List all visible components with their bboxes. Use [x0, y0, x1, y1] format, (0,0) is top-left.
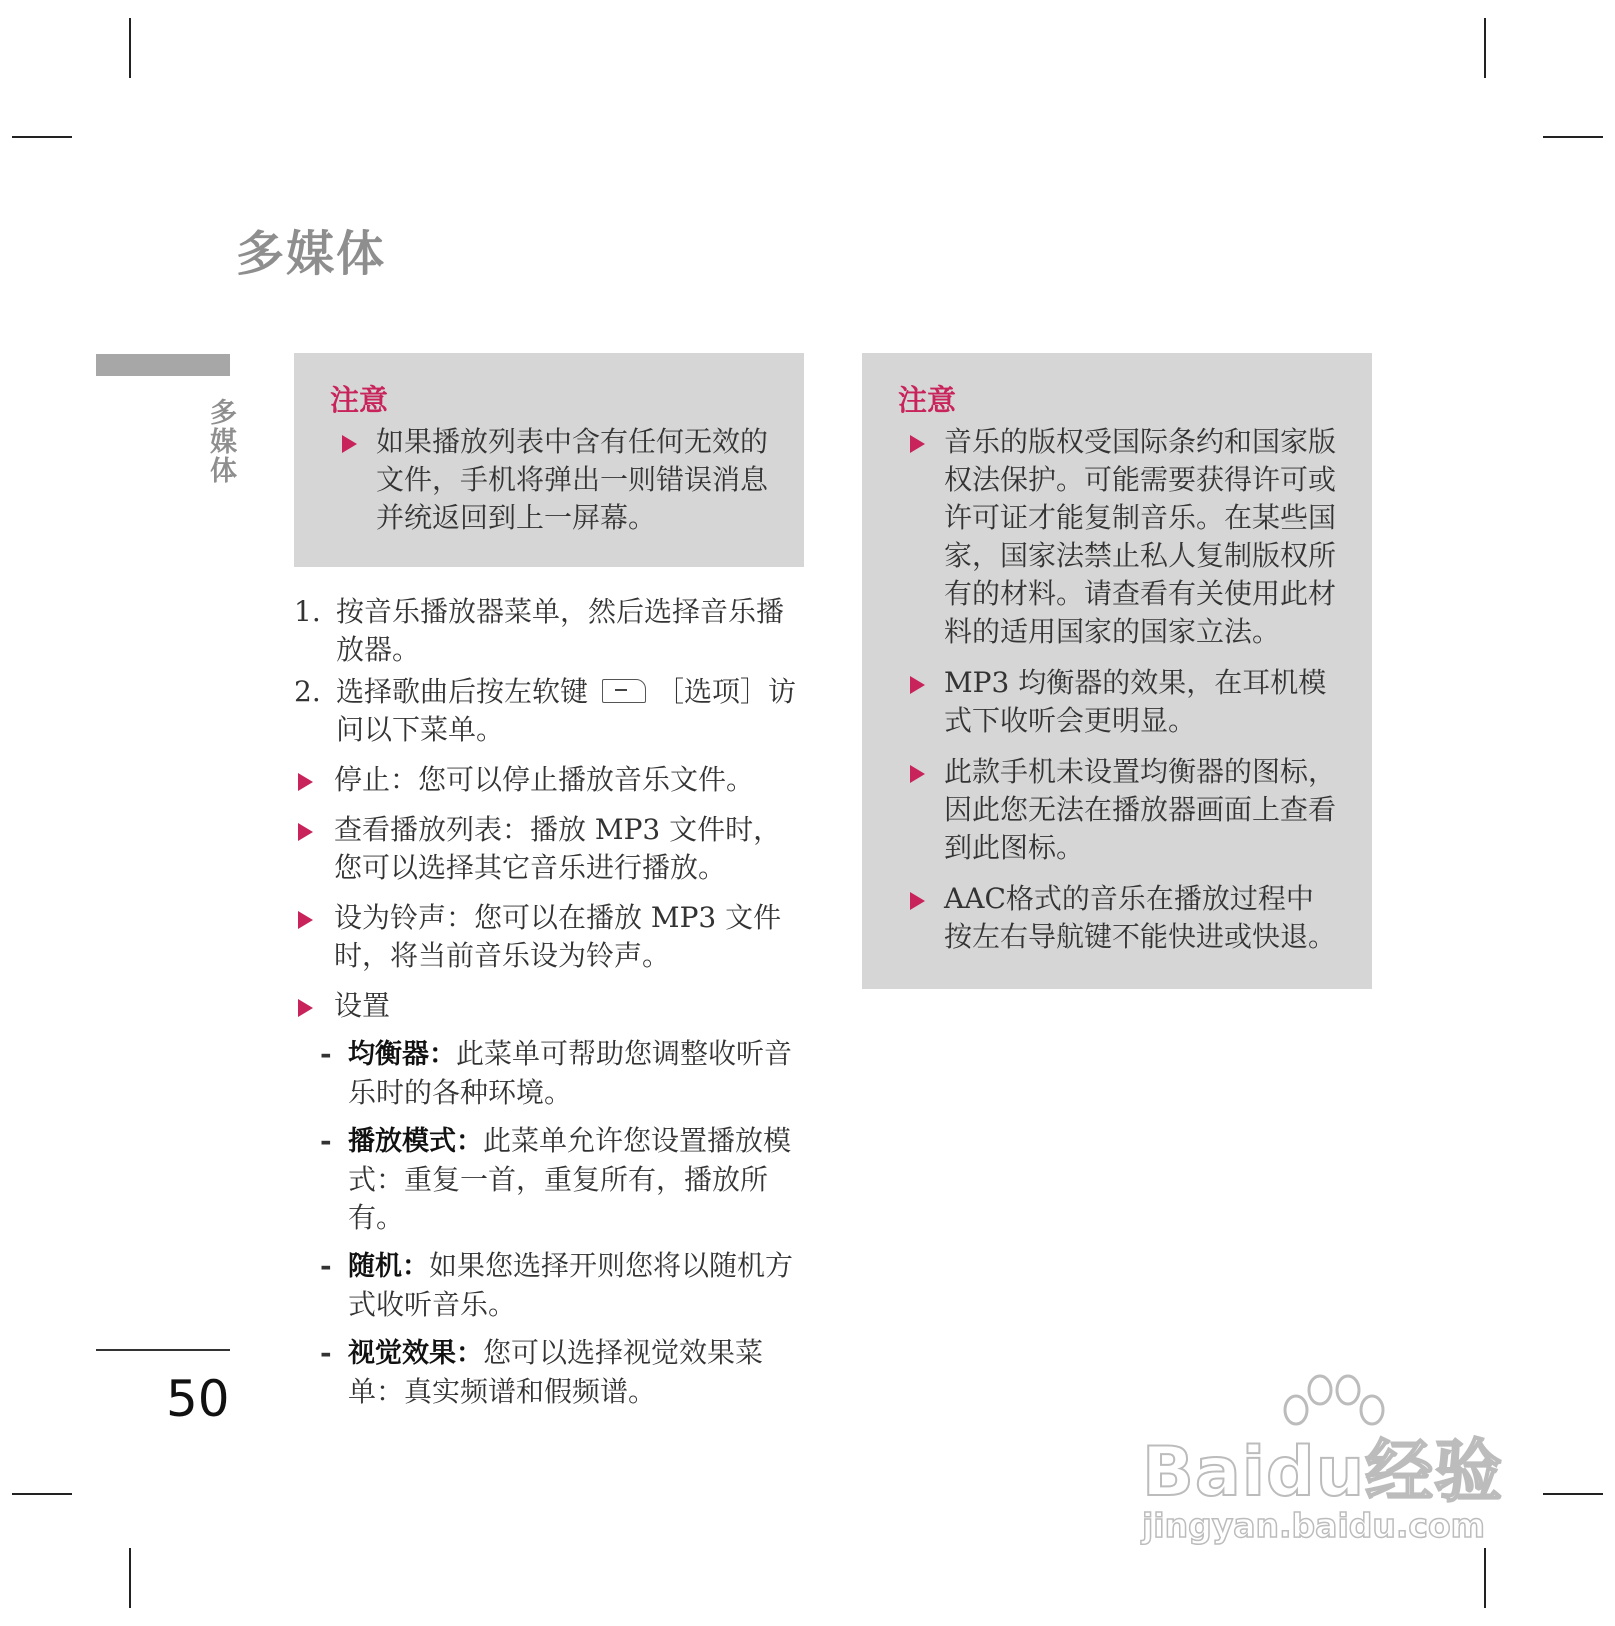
watermark-url: jingyan.baidu.com — [1142, 1506, 1486, 1545]
step-text: ［选项］访问以下菜单。 — [336, 675, 797, 746]
step-number: 1. — [294, 595, 321, 628]
side-tab-bar — [96, 354, 230, 376]
crop-mark — [1484, 18, 1486, 78]
note-bullet — [898, 753, 1336, 867]
dash-marker: - — [320, 1336, 332, 1369]
baidu-watermark — [1142, 1378, 1522, 1578]
note-title: 注意 — [330, 383, 389, 417]
dash-marker: - — [320, 1249, 332, 1282]
crop-mark — [129, 1548, 131, 1608]
feature-bullet — [294, 811, 798, 887]
step-number: 2. — [294, 675, 321, 708]
watermark-text: Baidu经验 — [1142, 1433, 1504, 1512]
step-text: 按音乐播放器菜单，然后选择音乐播放器。 — [336, 595, 785, 666]
feature-bullet — [294, 761, 798, 799]
crop-mark — [12, 136, 72, 138]
triangle-bullet-icon — [298, 773, 313, 791]
step-text: 选择歌曲后按左软键 — [336, 675, 589, 708]
page-number: 50 — [166, 1370, 230, 1428]
left-softkey-icon — [602, 679, 646, 703]
sub-item-term: 均衡器： — [348, 1039, 456, 1070]
crop-mark — [12, 1493, 72, 1495]
triangle-bullet-icon — [298, 823, 313, 841]
feature-text: 设为铃声：您可以在播放 MP3 文件时，将当前音乐设为铃声。 — [334, 901, 782, 972]
note-text: 如果播放列表中含有任何无效的文件，手机将弹出一则错误消息并统返回到上一屏幕。 — [376, 425, 769, 534]
main-content — [294, 593, 798, 1411]
triangle-bullet-icon — [910, 765, 925, 783]
note-bullet — [898, 664, 1336, 740]
note-text: 此款手机未设置均衡器的图标，因此您无法在播放器画面上查看到此图标。 — [944, 755, 1337, 864]
page-title: 多媒体 — [236, 226, 387, 282]
sub-item-term: 视觉效果： — [348, 1338, 483, 1369]
triangle-bullet-icon — [910, 892, 925, 910]
side-section-label: 多媒体 — [205, 398, 236, 485]
sub-item-text: 此菜单可帮助您调整收听音乐时的各种环境。 — [348, 1037, 793, 1109]
sub-item-text: 此菜单允许您设置播放模式：重复一首，重复所有，播放所有。 — [348, 1124, 792, 1234]
note-bullet — [330, 423, 768, 537]
dash-marker: - — [320, 1124, 332, 1157]
crop-mark — [1543, 136, 1603, 138]
settings-sub-item — [294, 1035, 798, 1112]
settings-sub-item — [294, 1247, 798, 1324]
triangle-bullet-icon — [342, 435, 357, 453]
feature-bullet — [294, 899, 798, 975]
note-bullet — [898, 423, 1336, 651]
note-text: AAC格式的音乐在播放过程中按左右导航键不能快进或快退。 — [944, 882, 1337, 953]
triangle-bullet-icon — [298, 999, 313, 1017]
sub-item-term: 随机： — [348, 1251, 429, 1282]
step-item — [294, 673, 798, 749]
crop-mark — [1543, 1493, 1603, 1495]
feature-text: 设置 — [334, 989, 391, 1022]
note-title: 注意 — [898, 383, 957, 417]
feature-text: 停止：您可以停止播放音乐文件。 — [334, 763, 755, 796]
triangle-bullet-icon — [910, 435, 925, 453]
sub-item-text: 如果您选择开则您将以随机方式收听音乐。 — [348, 1249, 794, 1321]
step-item — [294, 593, 798, 669]
note-text: 音乐的版权受国际条约和国家版权法保护。可能需要获得许可或许可证才能复制音乐。在某些国家，国家法禁止私人复制版权所有的材料。请查看有关使用此材料的适用国家的国家立法。 — [944, 425, 1337, 648]
triangle-bullet-icon — [910, 676, 925, 694]
note-bullet — [898, 880, 1336, 956]
sub-item-text: 您可以选择视觉效果菜单：真实频谱和假频谱。 — [348, 1336, 764, 1408]
note-box-right — [862, 353, 1372, 989]
note-text: MP3 均衡器的效果，在耳机模式下收听会更明显。 — [944, 666, 1327, 737]
settings-sub-item — [294, 1122, 798, 1237]
feature-text: 查看播放列表：播放 MP3 文件时，您可以选择其它音乐进行播放。 — [334, 813, 782, 884]
page-number-rule — [96, 1349, 230, 1351]
settings-sub-item — [294, 1334, 798, 1411]
triangle-bullet-icon — [298, 911, 313, 929]
crop-mark — [129, 18, 131, 78]
feature-bullet — [294, 987, 798, 1025]
dash-marker: - — [320, 1037, 332, 1070]
sub-item-term: 播放模式： — [348, 1126, 483, 1157]
note-box-left — [294, 353, 804, 567]
